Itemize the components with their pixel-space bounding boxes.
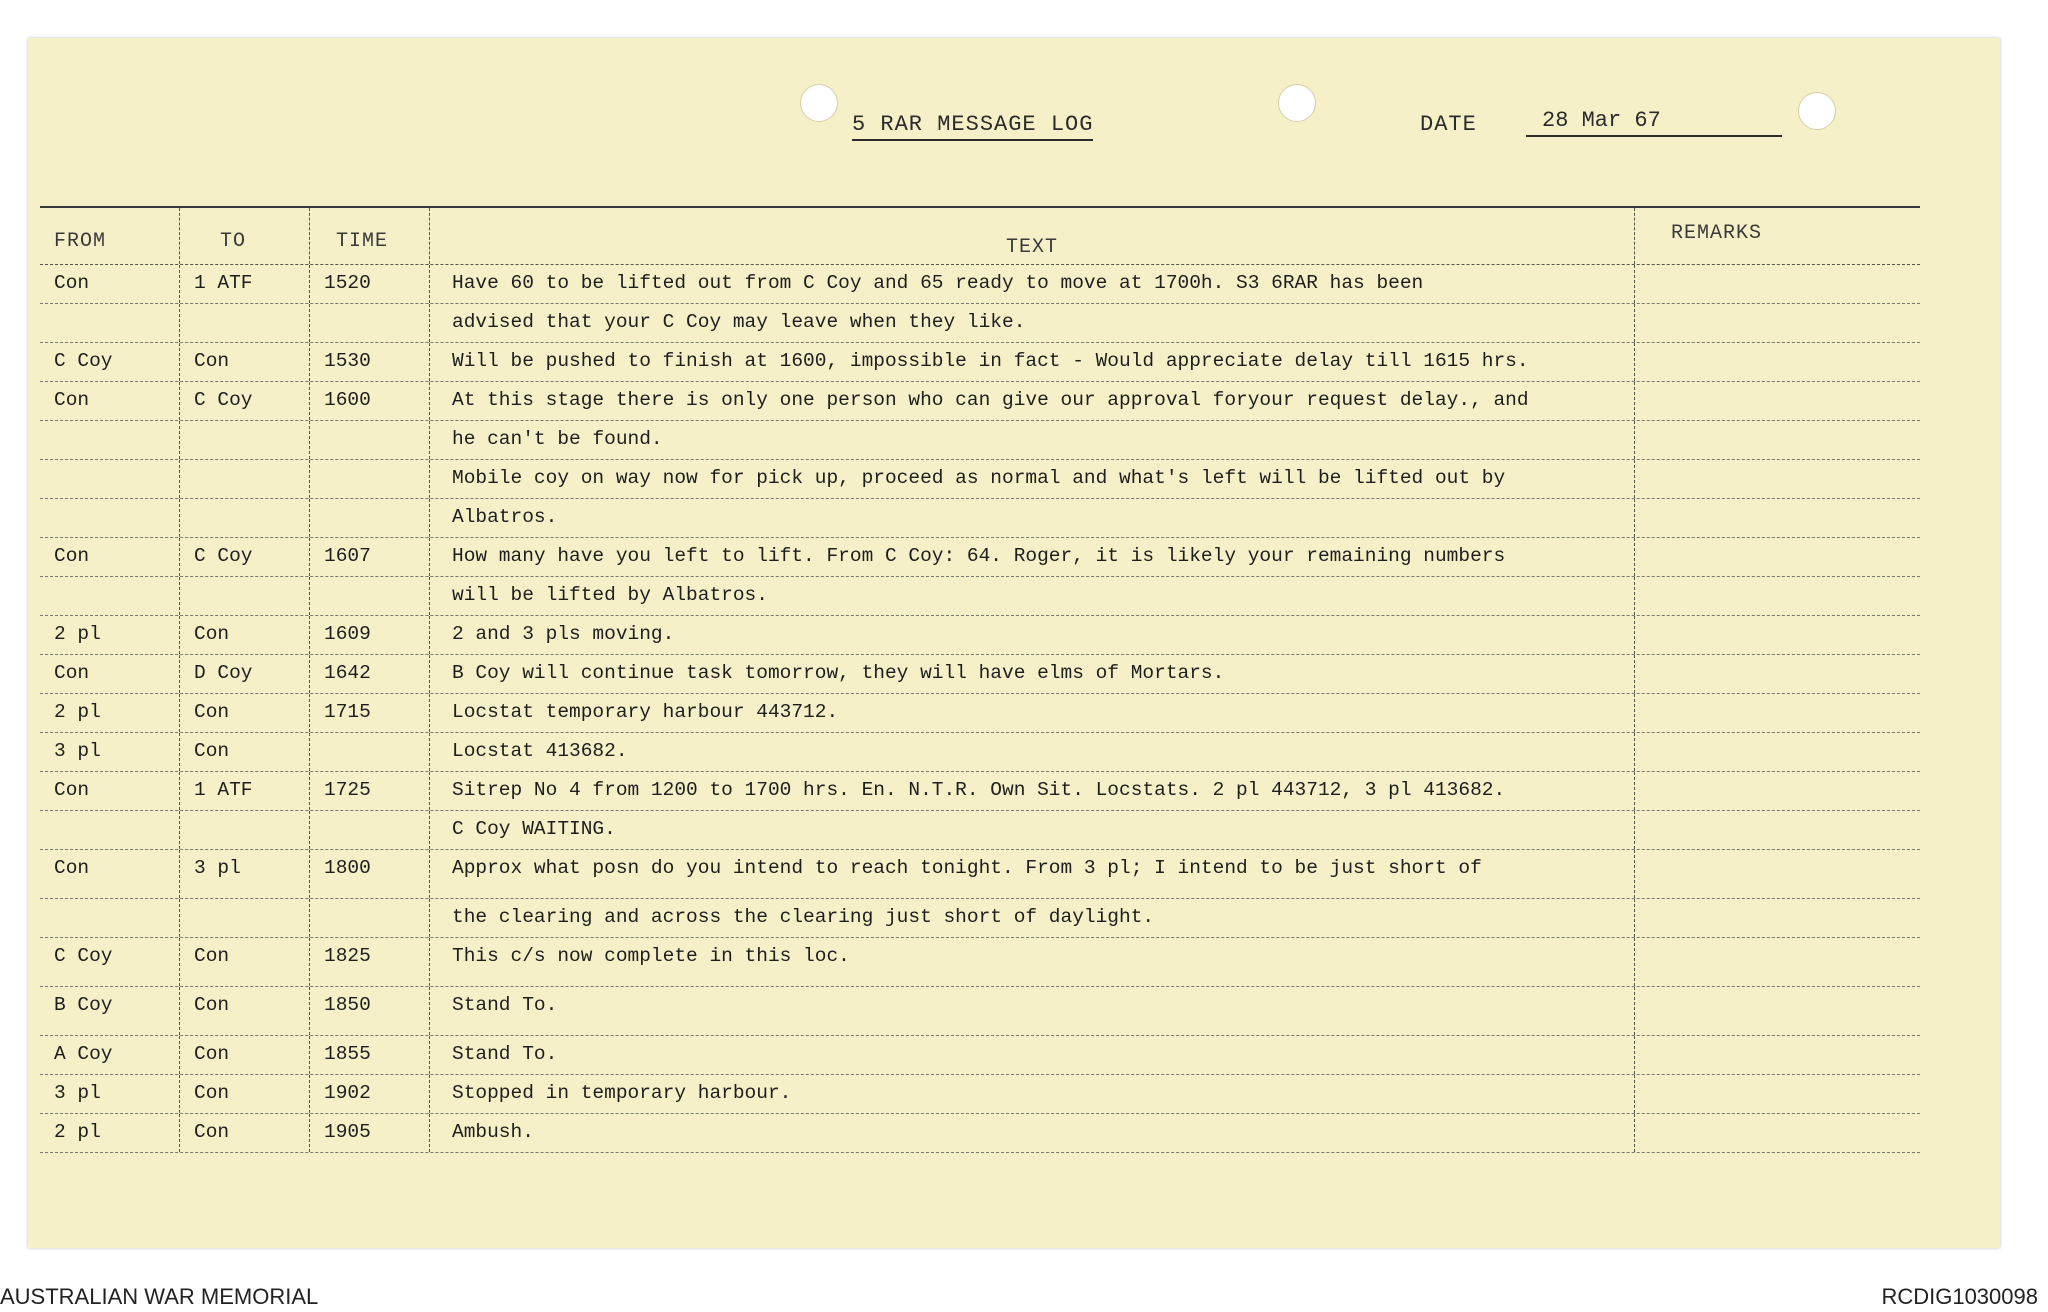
row-text: advised that your C Coy may leave when they like.: [430, 304, 1635, 342]
row-time: 1609: [310, 616, 430, 654]
row-remarks: [1635, 1036, 1920, 1074]
row-time: [310, 460, 430, 498]
row-from: A Coy: [40, 1036, 180, 1074]
row-remarks: [1635, 1075, 1920, 1113]
row-from: [40, 421, 180, 459]
table-body: [40, 265, 1920, 1153]
row-text: Will be pushed to finish at 1600, impossible in fact - Would appreciate delay till 1615 hrs.: [430, 343, 1635, 381]
row-text: Albatros.: [430, 499, 1635, 537]
row-to: Con: [180, 938, 310, 986]
row-time: [310, 899, 430, 937]
column-header-text: TEXT: [430, 208, 1635, 264]
row-from: C Coy: [40, 343, 180, 381]
table-row: [40, 987, 1920, 1036]
punch-hole: [1278, 84, 1316, 122]
row-remarks: [1635, 772, 1920, 810]
column-header-remarks: REMARKS: [1671, 222, 1763, 245]
column-header-from: FROM: [40, 208, 180, 264]
table-row: [40, 616, 1920, 655]
row-time: 1607: [310, 538, 430, 576]
row-remarks: [1635, 811, 1920, 849]
row-from: [40, 577, 180, 615]
row-to: C Coy: [180, 538, 310, 576]
table-header: [40, 208, 1920, 265]
date-value: 28 Mar 67: [1526, 108, 1782, 137]
row-time: [310, 577, 430, 615]
row-text: 2 and 3 pls moving.: [430, 616, 1635, 654]
row-remarks: [1635, 460, 1920, 498]
row-to: Con: [180, 694, 310, 732]
table-row: [40, 1075, 1920, 1114]
row-time: [310, 499, 430, 537]
table-row: [40, 460, 1920, 499]
row-remarks: [1635, 382, 1920, 420]
column-header-to: TO: [180, 208, 310, 264]
row-to: [180, 460, 310, 498]
row-time: 1642: [310, 655, 430, 693]
row-from: C Coy: [40, 938, 180, 986]
row-time: 1825: [310, 938, 430, 986]
row-time: 1905: [310, 1114, 430, 1152]
row-remarks: [1635, 694, 1920, 732]
row-remarks: [1635, 421, 1920, 459]
row-time: [310, 733, 430, 771]
table-row: [40, 265, 1920, 304]
row-time: [310, 304, 430, 342]
row-text: Locstat temporary harbour 443712.: [430, 694, 1635, 732]
row-remarks: [1635, 343, 1920, 381]
row-remarks: [1635, 899, 1920, 937]
row-from: B Coy: [40, 987, 180, 1035]
row-remarks: [1635, 265, 1920, 303]
date-label: DATE: [1420, 112, 1477, 137]
table-row: [40, 694, 1920, 733]
row-remarks: [1635, 850, 1920, 898]
row-text: Ambush.: [430, 1114, 1635, 1152]
row-text: Approx what posn do you intend to reach tonight. From 3 pl; I intend to be just short of: [430, 850, 1635, 898]
row-text: Have 60 to be lifted out from C Coy and 65 ready to move at 1700h. S3 6RAR has been: [430, 265, 1635, 303]
row-time: 1855: [310, 1036, 430, 1074]
row-to: Con: [180, 343, 310, 381]
row-to: 3 pl: [180, 850, 310, 898]
row-to: D Coy: [180, 655, 310, 693]
table-row: [40, 811, 1920, 850]
row-to: Con: [180, 616, 310, 654]
row-time: 1530: [310, 343, 430, 381]
row-text: he can't be found.: [430, 421, 1635, 459]
row-remarks: [1635, 304, 1920, 342]
table-row: [40, 343, 1920, 382]
row-to: 1 ATF: [180, 265, 310, 303]
message-log-table: [40, 206, 1920, 1153]
row-time: 1902: [310, 1075, 430, 1113]
row-from: [40, 304, 180, 342]
row-remarks: [1635, 987, 1920, 1035]
row-time: 1800: [310, 850, 430, 898]
table-row: [40, 772, 1920, 811]
row-to: [180, 577, 310, 615]
row-from: [40, 811, 180, 849]
row-remarks: [1635, 938, 1920, 986]
row-from: Con: [40, 850, 180, 898]
table-row: [40, 421, 1920, 460]
row-to: C Coy: [180, 382, 310, 420]
row-from: [40, 899, 180, 937]
table-row: [40, 938, 1920, 987]
table-row: [40, 655, 1920, 694]
row-text: How many have you left to lift. From C Coy: 64. Roger, it is likely your remaining numbers: [430, 538, 1635, 576]
row-text: Locstat 413682.: [430, 733, 1635, 771]
row-text: B Coy will continue task tomorrow, they will have elms of Mortars.: [430, 655, 1635, 693]
row-from: 3 pl: [40, 1075, 180, 1113]
row-time: 1715: [310, 694, 430, 732]
table-row: [40, 1036, 1920, 1075]
row-text: Stopped in temporary harbour.: [430, 1075, 1635, 1113]
row-text: Stand To.: [430, 987, 1635, 1035]
row-remarks: [1635, 616, 1920, 654]
row-to: Con: [180, 733, 310, 771]
footer-record-id: RCDIG1030098: [1881, 1284, 2038, 1309]
punch-hole: [800, 84, 838, 122]
row-from: [40, 499, 180, 537]
row-to: [180, 899, 310, 937]
row-from: Con: [40, 538, 180, 576]
row-remarks: [1635, 1114, 1920, 1152]
row-from: 2 pl: [40, 616, 180, 654]
row-to: [180, 811, 310, 849]
row-text: C Coy WAITING.: [430, 811, 1635, 849]
row-from: Con: [40, 655, 180, 693]
row-from: Con: [40, 382, 180, 420]
row-text: the clearing and across the clearing just short of daylight.: [430, 899, 1635, 937]
row-text: will be lifted by Albatros.: [430, 577, 1635, 615]
row-to: Con: [180, 1075, 310, 1113]
row-from: [40, 460, 180, 498]
table-row: [40, 499, 1920, 538]
row-time: 1520: [310, 265, 430, 303]
row-time: 1850: [310, 987, 430, 1035]
table-row: [40, 850, 1920, 899]
row-to: 1 ATF: [180, 772, 310, 810]
row-from: 2 pl: [40, 694, 180, 732]
row-to: [180, 421, 310, 459]
row-to: Con: [180, 1114, 310, 1152]
row-to: Con: [180, 987, 310, 1035]
table-row: [40, 538, 1920, 577]
table-row: [40, 899, 1920, 938]
column-header-time: TIME: [310, 208, 430, 264]
table-row: [40, 1114, 1920, 1153]
row-remarks: [1635, 655, 1920, 693]
row-time: [310, 421, 430, 459]
row-text: Sitrep No 4 from 1200 to 1700 hrs. En. N.T.R. Own Sit. Locstats. 2 pl 443712, 3 pl 413682.: [430, 772, 1635, 810]
row-to: Con: [180, 1036, 310, 1074]
row-remarks: [1635, 499, 1920, 537]
row-text: At this stage there is only one person who can give our approval foryour request delay., and: [430, 382, 1635, 420]
table-row: [40, 304, 1920, 343]
row-from: Con: [40, 265, 180, 303]
row-remarks: [1635, 577, 1920, 615]
row-time: 1725: [310, 772, 430, 810]
footer-institution: AUSTRALIAN WAR MEMORIAL: [0, 1284, 319, 1309]
row-time: [310, 811, 430, 849]
table-row: [40, 577, 1920, 616]
row-from: 3 pl: [40, 733, 180, 771]
row-remarks: [1635, 538, 1920, 576]
row-from: 2 pl: [40, 1114, 180, 1152]
row-time: 1600: [310, 382, 430, 420]
row-text: Stand To.: [430, 1036, 1635, 1074]
log-title: 5 RAR MESSAGE LOG: [852, 112, 1093, 141]
row-to: [180, 304, 310, 342]
punch-hole: [1798, 92, 1836, 130]
row-remarks: [1635, 733, 1920, 771]
row-to: [180, 499, 310, 537]
row-from: Con: [40, 772, 180, 810]
table-row: [40, 733, 1920, 772]
row-text: This c/s now complete in this loc.: [430, 938, 1635, 986]
row-text: Mobile coy on way now for pick up, proceed as normal and what's left will be lifted out by: [430, 460, 1635, 498]
table-row: [40, 382, 1920, 421]
